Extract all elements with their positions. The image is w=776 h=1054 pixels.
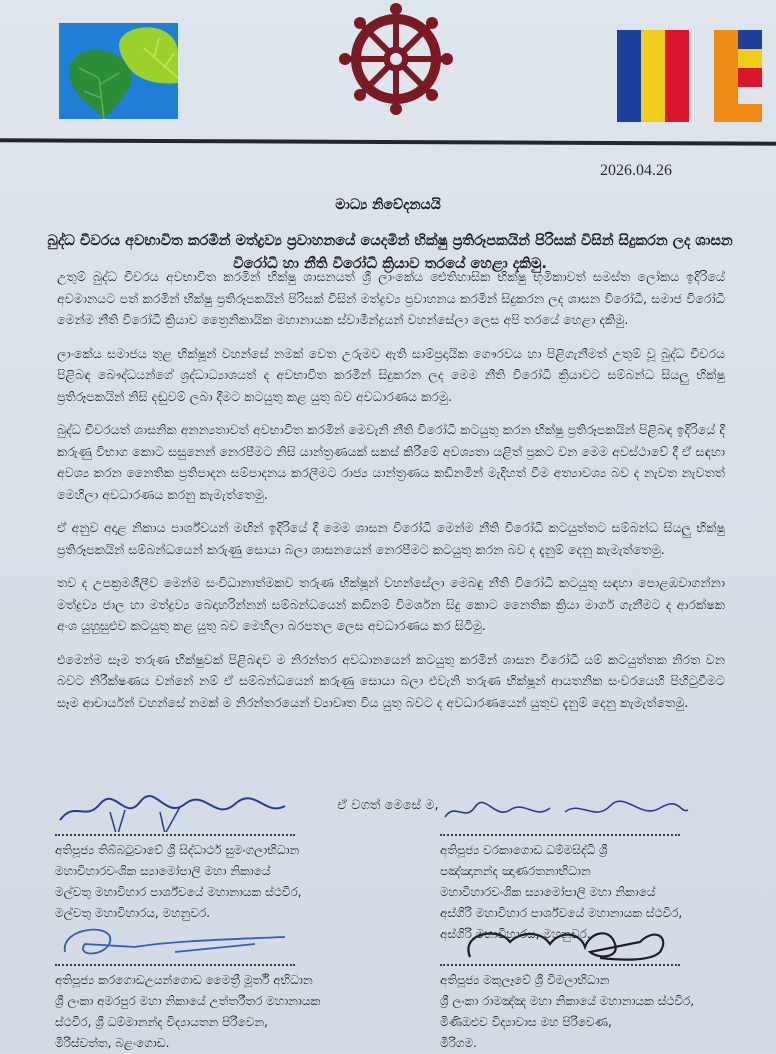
paragraph: ලාංකේය සමාජය තුළ භික්ෂූන් වහන්සේ නමක් වෙත උරුමව ඇති සාම්ප්‍රදායික ගෞරවය හා පිළිගැනීමත් උතුම් වූ බුද්ධ චීවරය පිළිබඳ බෞද්ධයන්ගේ ශ්‍රද්ධාධ්‍යාශයත් ද අවභාවිත කරමින් සිදුකරන ලද මෙම නීති විරෝධී ක්‍රියාවට සම්බන්ධ සියලු භික්ෂු ප්‍රතිරූපකයින් නිසි දඬුවම් ලබා දීමට කටයුතු කළ යුතු බව අවධාරණය කරමු. — [57, 345, 725, 404]
signatory-line: අතිපූජ්‍ය මකුලෑවේ ශ්‍රී විමලාභිධාන — [440, 973, 610, 987]
body-text — [57, 266, 725, 725]
paragraph: එමෙන්ම සෑම තරුණ භික්ෂුවක් පිළිබඳව ම නිරන්තර අවධානයෙන් කටයුතු කරමින් ශාසන විරෝධී යම් කටයුත්තක නිරත වන බවට නිරීක්ෂණය වන්නේ නම් ඒ සම්බන්ධයෙන් කරුණු සොයා බලා එවැනි තරුණ භික්ෂූන් ආයතනික සංවරයෙහි පිහිටුවීමට සෑම ආචාර්යන් වහන්සේ නමක් ම නිරන්තරයෙන් ව්‍යාවෘත විය යුතු බවට ද අවධාරණයෙන් යුතුව දැනුම් දෙනු කැමැත්තෙමු. — [57, 651, 725, 710]
paragraph: ඒ අනුව අදාළ නිකාය පාර්ශ්වයන් මඟින් ඉදිරියේ දී මෙම ශාසන විරෝධී මෙන්ම නීති විරෝධී කටයුත්තට සම්බන්ධ සියලු භික්ෂු ප්‍රතිරූපකයින් සම්බන්ධයෙන් කරුණු සොයා බලා ශාසනයෙන් නෙරපීමට කටයුතු කරන බව ද දැනුම් දෙනු කැමැත්තෙමු. — [57, 520, 725, 557]
signatory-block — [55, 938, 320, 1054]
paragraph: උතුම් බුද්ධ චීවරය අවභාවිත කරමින් භික්ෂු ශාසනයත් ශ්‍රී ලාංකේය ඓතිහාසික භික්ෂු භූමිකාවත් සමස්ත ලෝකය ඉදිරියේ අවමානයට පත් කරමින් භික්ෂු ප්‍රතිරූපකයින් පිරිසක් විසින් මත්ද්‍රව්‍ය ප්‍රවාහනය කරමින් සිදුකරන ලද ශාසන විරෝධී, සමාජ විරෝධී මෙන්ම නීති විරෝධී ක්‍රියාව ත්‍රෛනිකායික මහානායක ස්වාමීන්ද්‍රයන් වහන්සේලා ලෙස අපි තරයේ හෙළා දකිමු. — [57, 269, 725, 327]
signatory-line: ශ්‍රී ලංකා අමරපුර මහා නිකායේ උත්තරීතර මහානායක — [55, 994, 321, 1008]
buddhist-flag-e-icon — [714, 30, 762, 122]
signatory-line: ශ්‍රී ලංකා රාමඤ්ඤ මහා නිකායේ මහානායක ස්ථවිර, — [440, 994, 695, 1008]
bo-leaf-icon — [59, 23, 178, 119]
closing-line: ඒ වගත් මෙසේ ම, — [337, 798, 439, 813]
dharma-wheel-icon — [334, 2, 458, 116]
signatory-line: මහාවිහාරවංශික ස්‍යාමෝපාලි මහා නිකායේ — [440, 885, 656, 899]
signatory-line: අතිපූජ්‍ය තිබ්බටුවාවේ ශ්‍රී සිද්ධාර්ථ සුමංගලාභිධාන — [55, 843, 300, 857]
signature-scrawl-icon — [440, 922, 690, 962]
bo-leaf-logo — [59, 23, 178, 119]
signature-line — [440, 938, 680, 966]
buddhist-flag-stripes — [617, 30, 689, 122]
signatory-line: අතිපූජ්‍ය කරගොඩඋයන්ගොඩ මෛත්‍රී මූර්ති අභිධාන — [55, 973, 313, 987]
headline: බුද්ධ චීවරය අවභාවිත කරමින් මත්ද්‍රව්‍ය ප්‍රවාහනයේ යෙදමින් භික්ෂු ප්‍රතිරූපකයින් පිරිසක් විසින් සිදුකරන ලද ශාසන විරෝධී හා නීති විරෝධී ක්‍රියාව තරයේ හෙළා දකිමු. — [47, 233, 733, 272]
signature-line — [55, 808, 295, 836]
signatory-line: මල්වතු මහාවිහාරය, මහනුවර. — [55, 906, 211, 920]
signatory-line: අස්ගිරි මහාවිහාරය, මහනුවර. — [440, 927, 591, 941]
paragraph: තව ද උපක්‍රමශීලීව මෙන්ම සංවිධානාත්මකව තරුණ භික්ෂූන් වහන්සේලා මෙබඳු නීති විරෝධී කටයුතු සඳහා පොළඹවාගන්නා මත්ද්‍රව්‍ය ජාල හා මත්ද්‍රව්‍ය බෙදාහරින්නන් සම්බන්ධයෙන් කඩිනම් විමර්ශන සිදු කොට නෛතික ක්‍රියා මාර්ග ගැනීමට ද ආරක්ෂක අංශ යුහුසුළුව කටයුතු කළ යුතු බව මෙහිලා බරපතල ලෙස අවධාරණය කර සිටිමු. — [57, 575, 725, 633]
signatory-line: මිණිඔළුව විද්‍යාවාස මහ පිරිවෙණ, — [440, 1015, 612, 1029]
letterhead — [0, 0, 776, 140]
paragraph: බුද්ධ චීවරයත් ශාසනික අනන්‍යතාවත් අවභාවිත කරමින් මෙවැනි නීති විරෝධී කටයුතු කරන භික්ෂු ප්‍රතිරූපකයින් පිළිබඳ ඉදිරියේ දී කරුණු විභාග කොට සසුනෙන් නෙරපීමට නිසි යාන්ත්‍රණයක් සකස් කිරීමේ අවශ්‍යතා යළිත් ප්‍රකට වන මෙම අවස්ථාවේ දී ඒ සඳහා අවශ්‍ය කරන නෛතික ප්‍රතිපාදන සම්පාදනය කරලීමට රාජ්‍ය යාන්ත්‍රණය කඩිනමින් මැදිහත් වීම අත්‍යාවශ්‍ය බව ද නැවත නැවතත් මෙහිලා අවධාරණය කරනු කැමැත්තෙමු. — [57, 422, 725, 502]
signatory-block — [55, 808, 302, 924]
signature-line — [55, 938, 295, 966]
signatory-line: අස්ගිරි මහාවිහාර පාර්ශ්වයේ මහානායක ස්ථවිර, — [440, 906, 683, 920]
signature-scrawl-icon — [55, 792, 305, 832]
signatory-line: අතිපූජ්‍ය වරකාගොඩ ධම්මසිද්ධි ශ්‍රී — [440, 843, 608, 857]
signatory-block — [440, 938, 694, 1054]
signatory-line: මල්වතු මහාවිහාර පාර්ශ්වයේ මහානායක ස්ථවිර, — [55, 885, 302, 899]
signature-line — [440, 808, 680, 836]
signatory-line: පඤ්ඤානන්ද ඤාණරතනාභිධාන — [440, 864, 591, 878]
signatory-line: මිරිස්වත්ත, බළංගොඩ. — [55, 1036, 170, 1050]
signatory-line: මහාවිහාරවංශික ස්‍යාමෝපාලි මහා නිකායේ — [55, 864, 271, 878]
signature-scrawl-icon — [55, 922, 305, 962]
signature-scrawl-icon — [440, 792, 690, 832]
document-date: 2026.04.26 — [600, 162, 672, 179]
signatory-line: ස්ථවිර, ශ්‍රී ධම්මානන්ද විද්‍යායතන පිරිවෙන, — [55, 1015, 268, 1029]
signatory-line: මීරිගම. — [440, 1036, 477, 1050]
document-type-title: මාධ්‍ය නිවේදනයයි — [335, 197, 441, 213]
